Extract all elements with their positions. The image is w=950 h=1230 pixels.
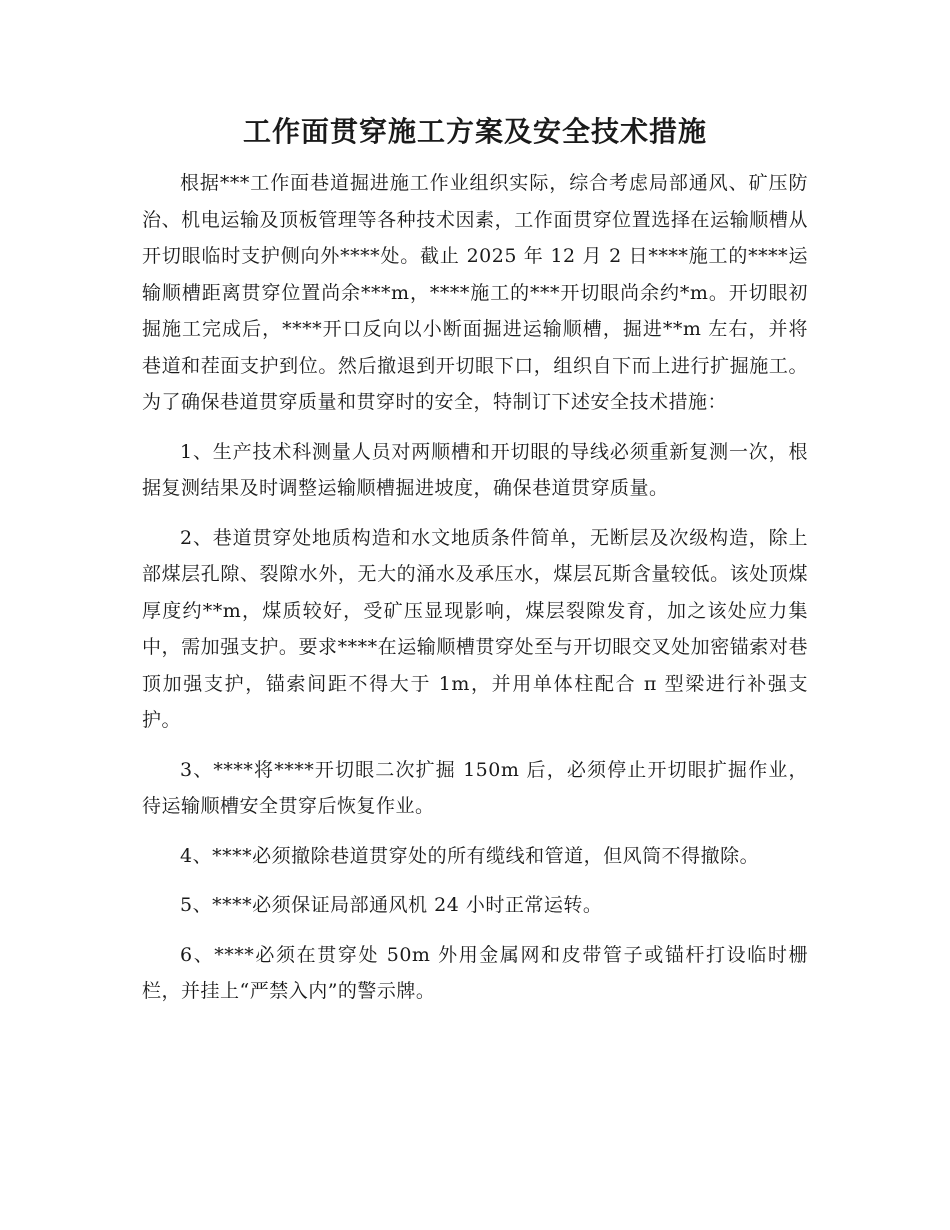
intro-paragraph: 根据***工作面巷道掘进施工作业组织实际，综合考虑局部通风、矿压防治、机电运输及顶板管理等各种技术因素，工作面贯穿位置选择在运输顺槽从开切眼临时支护侧向外****处。截止 2025 年 12 月 2 日****施工的****运输顺槽距离贯穿位置尚余***m，****施工的***开切眼尚余约*m。开切眼初掘施工完成后，****开口反向以小断面掘进运输顺槽，掘进**m 左右，并将巷道和茬面支护到位。然后撤退到开切眼下口，组织自下而上进行扩掘施工。为了确保巷道贯穿质量和贯穿时的安全，特制订下述安全技术措施： <box>142 172 808 413</box>
measure-item-6: 6、****必须在贯穿处 50m 外用金属网和皮带管子或锚杆打设临时栅栏，并挂上“严禁入内”的警示牌。 <box>142 943 808 1002</box>
measure-item-4: 4、****必须撤除巷道贯穿处的所有缆线和管道，但风筒不得撤除。 <box>180 844 760 867</box>
measure-item-3: 3、****将****开切眼二次扩掘 150m 后，必须停止开切眼扩掘作业，待运输顺槽安全贯穿后恢复作业。 <box>142 758 808 817</box>
document-title: 工作面贯穿施工方案及安全技术措施 <box>242 115 707 148</box>
measure-item-2: 2、巷道贯穿处地质构造和水文地质条件简单，无断层及次级构造，除上部煤层孔隙、裂隙水外，无大的涌水及承压水，煤层瓦斯含量较低。该处顶煤厚度约**m，煤质较好，受矿压显现影响，煤层裂隙发育，加之该处应力集中，需加强支护。要求****在运输顺槽贯穿处至与开切眼交叉处加密锚索对巷顶加强支护，锚索间距不得大于 1m，并用单体柱配合 π 型梁进行补强支护。 <box>142 526 808 731</box>
document-body <box>142 165 808 1010</box>
measure-item-1: 1、生产技术科测量人员对两顺槽和开切眼的导线必须重新复测一次，根据复测结果及时调整运输顺槽掘进坡度，确保巷道贯穿质量。 <box>142 440 808 499</box>
measure-item-5: 5、****必须保证局部通风机 24 小时正常运转。 <box>180 894 603 916</box>
